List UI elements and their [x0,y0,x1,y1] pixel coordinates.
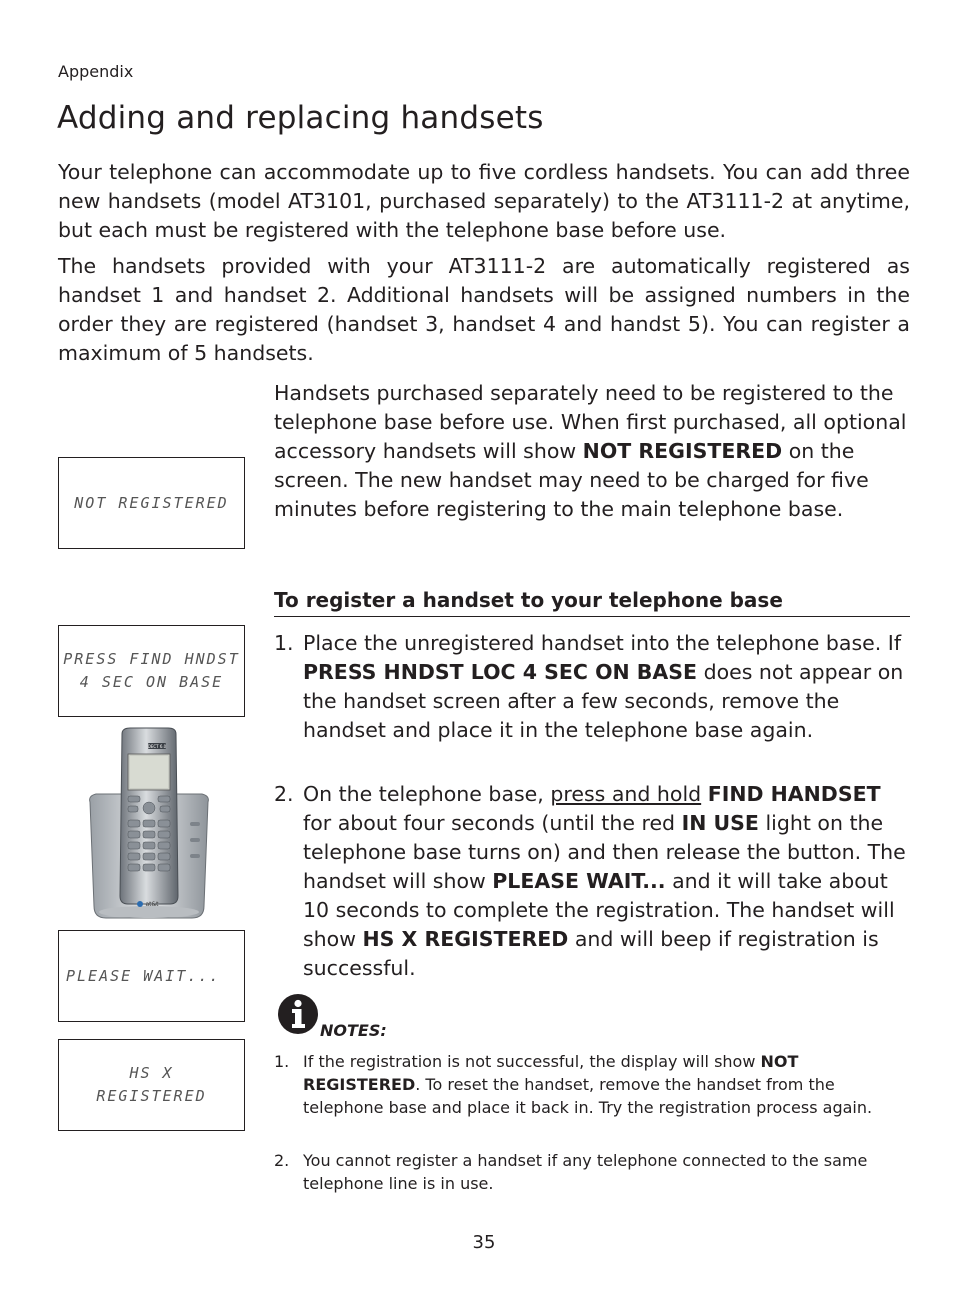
p3-text-b: on the screen. The new handset may need to be charged for five minutes before registering to the main telephone base. [274,439,869,521]
dect-badge: DECT 6.0 [147,744,167,749]
note1-bold: NOT REGISTERED [303,1052,799,1094]
note-1 [274,1050,910,1145]
step-number: 1. [274,631,294,655]
step-text [303,780,911,983]
step2-bold-please-wait: PLEASE WAIT... [492,869,666,893]
step1-text-b: does not appear on the handset screen after a few seconds, remove the handset and place it in the telephone base again. [303,660,904,742]
page-title: Adding and replacing handsets [57,100,544,136]
p3-bold: NOT REGISTERED [582,439,783,463]
step2-text-a: On the telephone base, [303,782,551,806]
page-number: 35 [472,1232,496,1253]
step2-text-b: for about four seconds (until the red [303,811,682,835]
intro-paragraph-3 [274,379,910,524]
section-label: Appendix [58,62,134,81]
notes-label: NOTES: [320,1021,387,1040]
screen-not-registered [58,457,245,549]
step-number: 2. [274,782,294,806]
step2-bold-hs-registered: HS X REGISTERED [362,927,569,951]
procedure-heading: To register a handset to your telephone base [274,588,910,617]
note1-text-b: . To reset the handset, remove the handset from the telephone base and place it back in. Try the registration process again. [303,1075,873,1117]
screen-text: NOT REGISTERED [74,493,229,512]
handset-in-base-image [86,726,212,920]
step-1 [274,629,910,774]
intro-paragraph-1: Your telephone can accommodate up to five cordless handsets. You can add three new handsets (model AT3101, purchased separately) to the AT3111-2 at anytime, but each must be registered with the telephone base before use. [58,160,910,242]
screen-text-line-2: 4 SEC ON BASE [79,673,224,691]
screen-text-line-1: PRESS FIND HNDST [63,650,240,668]
screen-text: PLEASE WAIT... [66,966,221,985]
screen-press-find [58,625,245,717]
info-icon [277,993,319,1035]
step-2 [274,780,910,985]
note1-text-a: If the registration is not successful, the display will show [303,1052,761,1071]
note-number: 1. [274,1052,290,1071]
step1-text-a: Place the unregistered handset into the telephone base. If [303,631,902,655]
step2-text-d: and it will take about 10 seconds to complete the registration. The handset will show [303,869,895,951]
step2-bold-in-use: IN USE [681,811,759,835]
screen-please-wait [58,930,245,1022]
note-text [303,1050,883,1119]
note-2 [274,1149,910,1197]
step2-text-e: and will beep if registration is successful. [303,927,879,980]
step-text [303,629,911,745]
step2-bold-find-handset: FIND HANDSET [707,782,881,806]
step1-bold: PRESS HNDST LOC 4 SEC ON BASE [303,660,698,684]
screen-text-line-2: REGISTERED [96,1087,207,1105]
screen-hs-registered [58,1039,245,1131]
brand-logo-text: at&t [145,901,159,908]
step2-text-c: light on the telephone base turns on) and then release the button. The handset will show [303,811,906,893]
screen-text-line-1: HS X [129,1064,174,1082]
intro-paragraph-2: The handsets provided with your AT3111-2 are automatically registered as handset 1 and handset 2. Additional handsets will be assigned numbers in the order they are registered (handset 3, handset 4 and handst 5). You can register a maximum of 5 handsets. [58,254,910,365]
note-text: You cannot register a handset if any telephone connected to the same telephone line is in use. [303,1151,868,1193]
step2-underline: press and hold [550,782,702,806]
p3-text-a: Handsets purchased separately need to be registered to the telephone base before use. When first purchased, all optional accessory handsets will show [274,381,907,463]
note-number: 2. [274,1151,290,1170]
